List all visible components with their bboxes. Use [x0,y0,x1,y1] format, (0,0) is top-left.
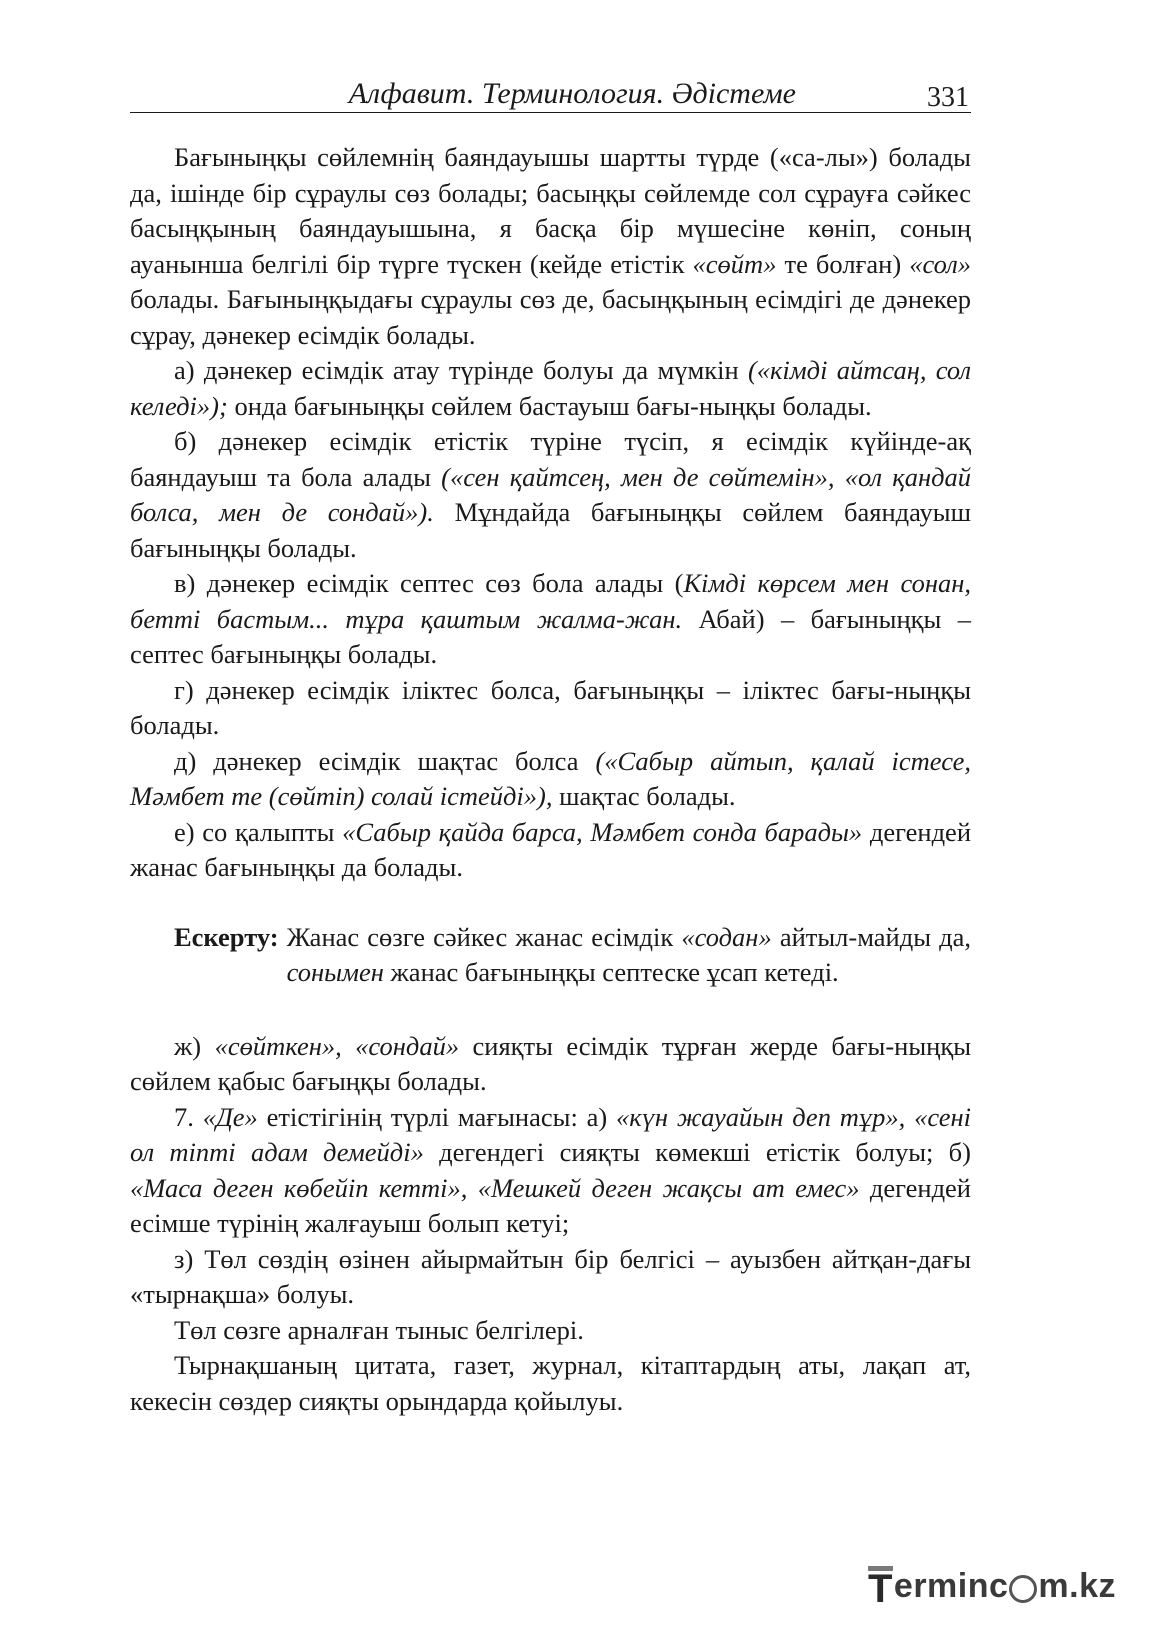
text-run: дегендегі сияқты көмекші етістік болуы; б) [423,1137,971,1167]
italic-run: «Де» [202,1101,258,1132]
italic-run: «Маса деген көбейіп кетті», «Мешкей деген жақсы ат емес» [130,1172,860,1203]
text-run: Төл сөзге арналған тыныс белгілері. [174,1314,584,1345]
watermark-text-middle: erminc [893,1567,1009,1605]
note-block [174,920,971,991]
text-run: шақтас болады. [552,781,736,811]
text-run: Абай) – бағыныңқы – септес бағыныңқы болады. [130,603,971,669]
italic-run: «Сабыр қайда барса, Мәмбет сонда барады» [342,816,863,847]
header-title: Алфавит. Терминология. Әдістеме [348,77,796,110]
text-run: 7. [174,1101,203,1132]
italic-run: («сен қайтсең, мен де сөйтемін», «ол қандай болса, мен де сондай»). [130,461,972,527]
italic-run: («кімді айтсаң, сол келеді»); [130,355,971,421]
note-label: Ескерту: [174,921,279,952]
text-run: з) Төл сөздің өзінен айырмайтын бір белгісі – ауызбен айтқан-дағы «тырнақша» болуы. [130,1243,971,1309]
italic-run: сонымен [286,957,384,987]
text-run: б) дәнекер есімдік етістік түріне түсіп, я есімдік күйінде-ақ баяндауыш та бола алады [130,426,971,492]
note-text [287,920,971,991]
text-run: жанас бағыныңқы септеске ұсап кетеді. [383,957,839,987]
site-watermark-logo [867,1566,1116,1611]
italic-run: «күн жауайын деп тұр», «сені ол тіпті адам демейді» [130,1101,971,1167]
paragraph [130,744,971,815]
paragraph [130,1313,971,1349]
paragraph [130,140,971,353]
paragraph [130,673,971,744]
text-run: Тырнақшаның цитата, газет, журнал, кітаптардың аты, лақап ат, кекесін сөздер сияқты орындарда қойылуы. [130,1350,971,1416]
text-run: Жанас сөзге сәйкес жанас есімдік [286,921,682,952]
paragraph [130,1100,971,1242]
watermark-letter-t: T [867,1567,893,1611]
paragraph [130,1348,971,1419]
paragraph [130,424,971,566]
body-text [130,140,971,1419]
italic-run: Кімді көрсем мен сонан, бетті бастым... тұра қаштым жалма-жан. [130,568,971,634]
text-run: е) со қалыпты [174,816,343,847]
text-run: дегендей есімше түрінің жалғауыш болып кетуі; [130,1172,971,1238]
text-run: Бағыныңқы сөйлемнің баяндауышы шартты түрде («са-лы») болады да, ішінде бір сұраулы сөз болады; басыңқы сөйлемде сол сұрауға сәйкес басыңқының баяндауышына, я басқа бір мүшесіне көніп, соның ауанынша белгілі бір түрге түскен (кейде етістік [130,142,971,279]
text-run: дегендей жанас бағыныңқы да болады. [130,816,972,882]
page-number: 331 [927,82,969,113]
watermark-circle-icon [1009,1575,1037,1603]
text-run: ж) [174,1030,215,1061]
paragraph [130,1242,971,1313]
text-run: Мұндайда бағыныңқы сөйлем баяндауыш бағыныңқы болады. [130,497,972,563]
text-run: онда бағыныңқы сөйлем бастауыш бағы-ныңқы болады. [227,390,872,421]
text-run: болады. Бағыныңқыдағы сұраулы сөз де, басыңқының есімдігі де дәнекер сұрау, дәнекер есімдік болады. [130,284,971,350]
italic-run: «сол» [909,248,971,279]
text-run: сияқты есімдік тұрған жерде бағы-ныңқы сөйлем қабыс бағыңқы болады. [130,1030,972,1096]
text-run: г) дәнекер есімдік іліктес болса, бағыныңқы – іліктес бағы-ныңқы болады. [130,674,971,740]
text-run: в) дәнекер есімдік септес сөз бола алады ( [174,568,684,598]
italic-run: «содан» [681,921,772,952]
paragraph [130,566,971,673]
paragraph [130,815,971,886]
watermark-text-end: m.kz [1038,1567,1116,1605]
paragraph [130,353,971,424]
text-run: етістігінің түрлі мағынасы: а) [257,1101,616,1132]
italic-run: «сөйткен», «сондай» [214,1030,460,1061]
italic-run: «сөйт» [692,248,777,279]
paragraph [130,1029,971,1100]
text-run: д) дәнекер есімдік шақтас болса [174,745,596,776]
italic-run: («Сабыр айтып, қалай істесе, Мәмбет те (сөйтіп) солай істейді»), [130,745,971,811]
text-run: а) дәнекер есімдік атау түрінде болуы да мүмкін [174,355,748,385]
text-run: айтыл-майды да, [771,921,971,952]
paragraphs-after-note [130,1029,971,1420]
running-header [130,76,971,113]
text-run: те болған) [776,248,910,279]
paragraphs-before-note [130,140,971,886]
